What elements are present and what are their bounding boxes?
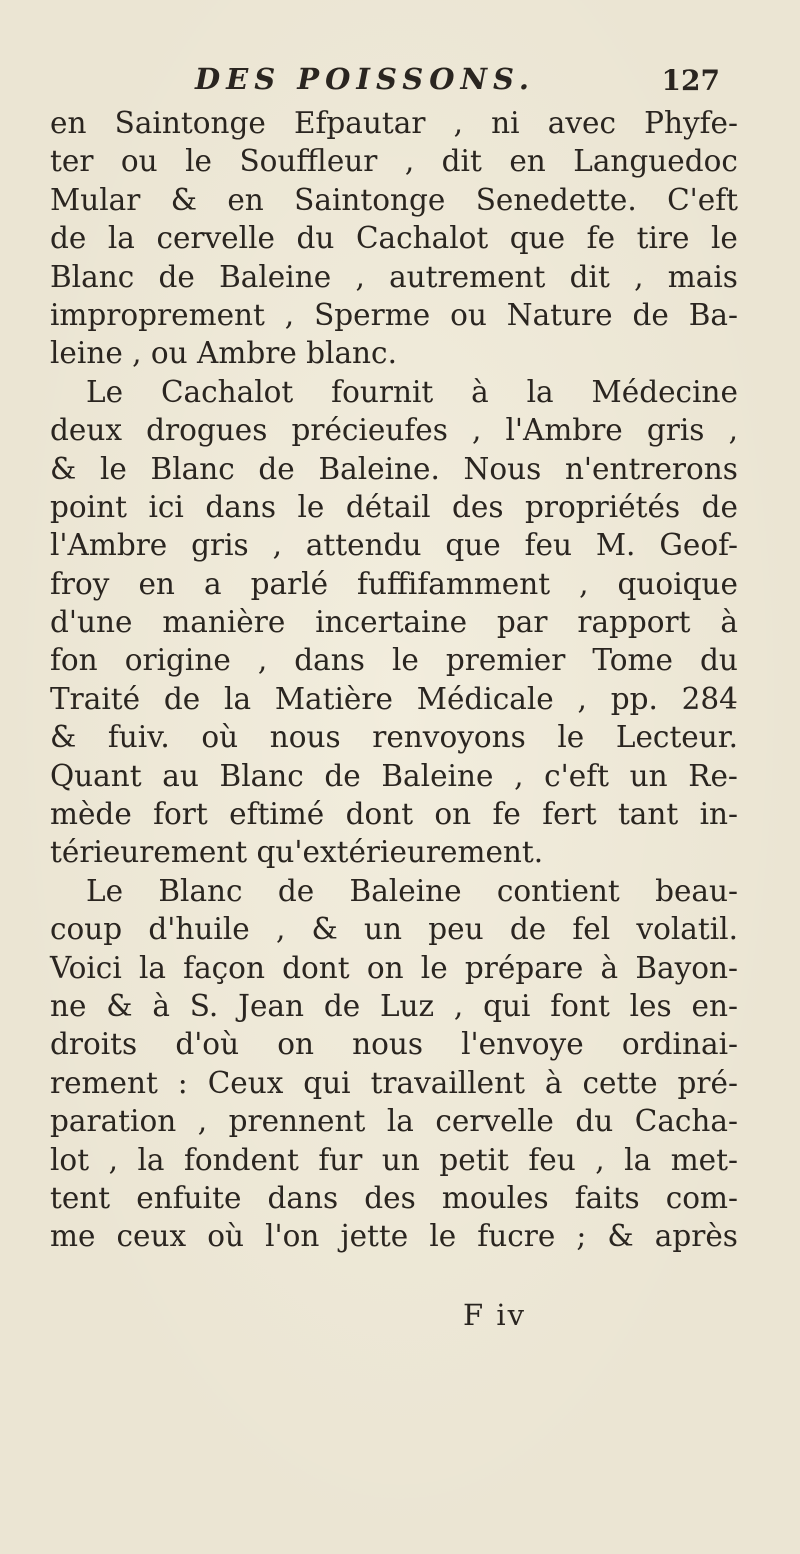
text-line: lot , la fondent fur un petit feu , la met-: [50, 1142, 738, 1177]
text-line: me ceux où l'on jette le fucre ; & après: [50, 1219, 738, 1254]
text-line: point ici dans le détail des propriétés de: [50, 489, 738, 524]
text-line: coup d'huile , & un peu de fel volatil.: [50, 912, 738, 947]
running-title: DES POISSONS.: [195, 62, 535, 96]
text-line: l'Ambre gris , attendu que feu M. Geof-: [50, 528, 738, 563]
text-line: tent enfuite dans des moules faits com-: [50, 1180, 738, 1215]
text-line: en Saintonge Efpautar , ni avec Phyfe-: [50, 106, 738, 140]
text-line: d'une manière incertaine par rapport à: [50, 605, 738, 640]
text-line: Traité de la Matière Médicale , pp. 284: [50, 681, 738, 716]
text-line: & le Blanc de Baleine. Nous n'entrerons: [50, 451, 738, 486]
text-line: Voici la façon dont on le prépare à Bayon-: [50, 950, 738, 985]
page-number: 127: [661, 64, 720, 97]
text-line: Le Blanc de Baleine contient beau-: [86, 873, 738, 908]
text-line: ter ou le Souffleur , dit en Languedoc: [50, 144, 738, 179]
text-line: ne & à S. Jean de Luz , qui font les en-: [50, 988, 738, 1023]
text-line: Mular & en Saintonge Senedette. C'eft: [50, 182, 738, 217]
text-line: Quant au Blanc de Baleine , c'eft un Re-: [50, 758, 738, 793]
text-line: deux drogues précieufes , l'Ambre gris ,: [50, 413, 738, 448]
text-line: leine , ou Ambre blanc.: [50, 336, 397, 371]
text-line: & fuiv. où nous renvoyons le Lecteur.: [50, 720, 738, 755]
text-line: froy en a parlé fuffifamment , quoique: [50, 566, 738, 601]
text-line: rement : Ceux qui travaillent à cette pré-: [50, 1065, 738, 1100]
text-line: droits d'où on nous l'envoye ordinai-: [50, 1027, 738, 1062]
text-line: fon origine , dans le premier Tome du: [50, 643, 738, 678]
signature-mark: F iv: [463, 1298, 526, 1332]
text-line: térieurement qu'extérieurement.: [50, 835, 544, 870]
text-line: mède fort eftimé dont on fe fert tant in-: [50, 797, 738, 832]
text-line: paration , prennent la cervelle du Cacha-: [50, 1104, 738, 1139]
running-head: [130, 62, 720, 106]
text-line: de la cervelle du Cachalot que fe tire le: [50, 221, 738, 256]
text-line: Blanc de Baleine , autrement dit , mais: [50, 259, 738, 294]
body-text: [50, 104, 738, 1256]
text-line: improprement , Sperme ou Nature de Ba-: [50, 297, 738, 332]
text-line: Le Cachalot fournit à la Médecine: [86, 374, 738, 409]
